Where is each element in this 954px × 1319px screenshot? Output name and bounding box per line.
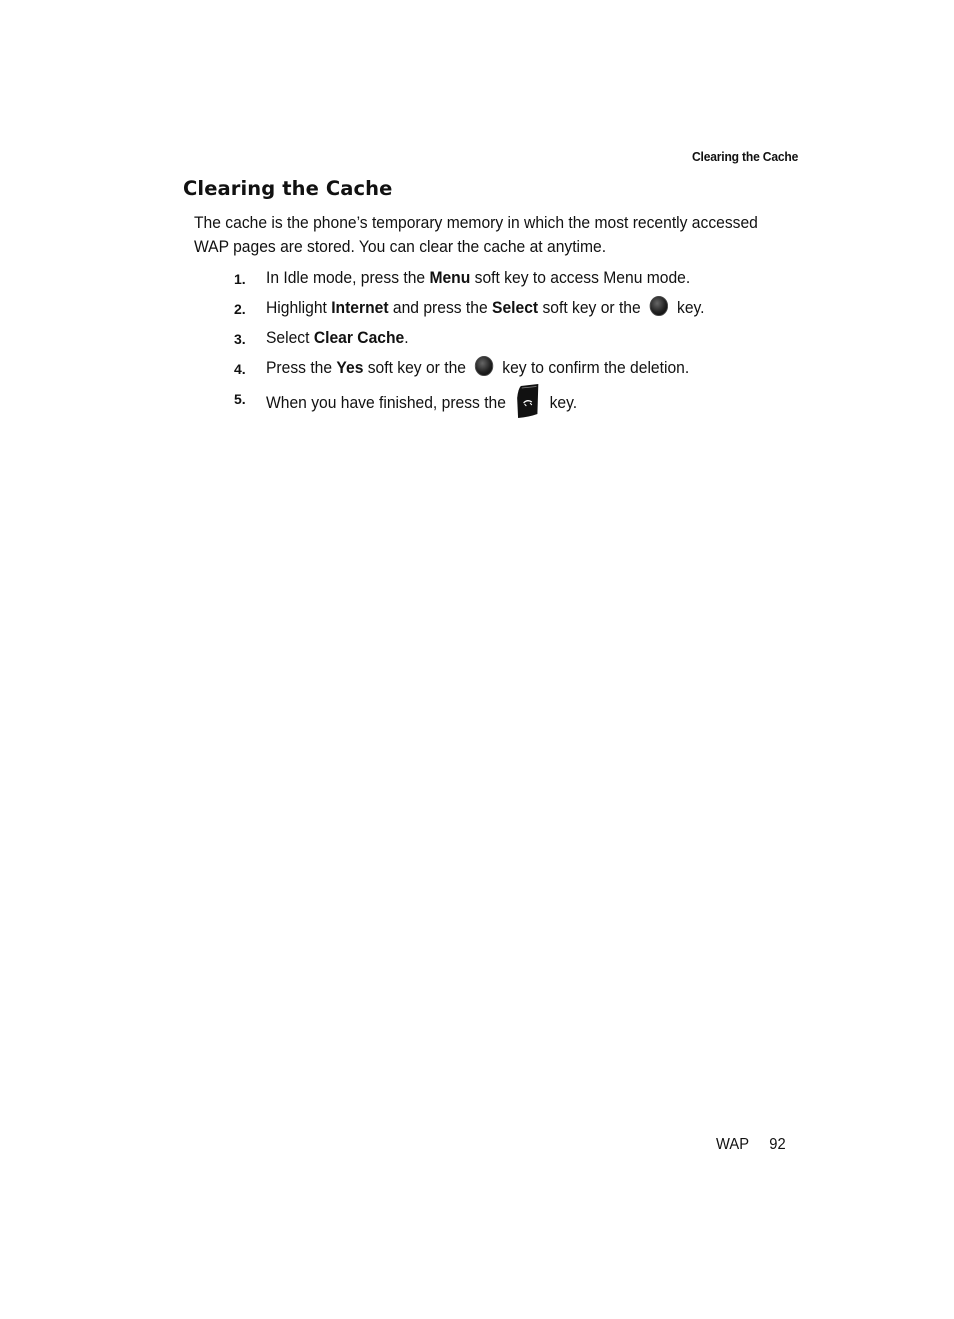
ok-key-icon [475,356,493,376]
page-number: 92 [769,1136,786,1153]
step-text [266,384,577,418]
text-run: and press the [388,298,493,317]
intro-line-2: WAP pages are stored. You can clear the cache at anytime. [194,237,607,256]
section-title: Clearing the Cache [183,177,393,200]
text-run: key. [672,298,705,317]
select-label: Select [492,298,539,317]
text-run: soft key or the [363,358,471,377]
step-number: 3. [234,331,246,347]
ok-key-icon [650,296,668,316]
intro-line-1: The cache is the phone’s temporary memory in which the most recently accessed [194,213,758,232]
page-footer [716,1136,786,1154]
text-run: Press the [266,358,337,377]
step-number: 4. [234,361,246,377]
step-text [266,354,689,382]
text-run: soft key or the [538,298,646,317]
step-number: 5. [234,391,246,407]
text-run: In Idle mode, press the [266,268,430,287]
step-text [266,294,705,322]
menu-label: Menu [429,268,471,287]
text-run: key to confirm the deletion. [497,358,690,377]
step-text [266,264,690,292]
internet-label: Internet [331,298,389,317]
text-run: soft key to access Menu mode. [470,268,691,287]
text-run: key. [545,393,578,412]
step-number: 2. [234,301,246,317]
yes-label: Yes [336,358,364,377]
text-run: . [404,328,409,347]
running-header: Clearing the Cache [691,149,798,164]
end-key-icon [516,384,540,418]
text-run: Highlight [266,298,332,317]
intro-paragraph [194,211,764,259]
clear-cache-label: Clear Cache [313,328,405,347]
step-text [266,324,409,352]
chapter-label: WAP [716,1136,750,1153]
step-number: 1. [234,271,246,287]
text-run: When you have finished, press the [266,393,511,412]
text-run: Select [266,328,314,347]
